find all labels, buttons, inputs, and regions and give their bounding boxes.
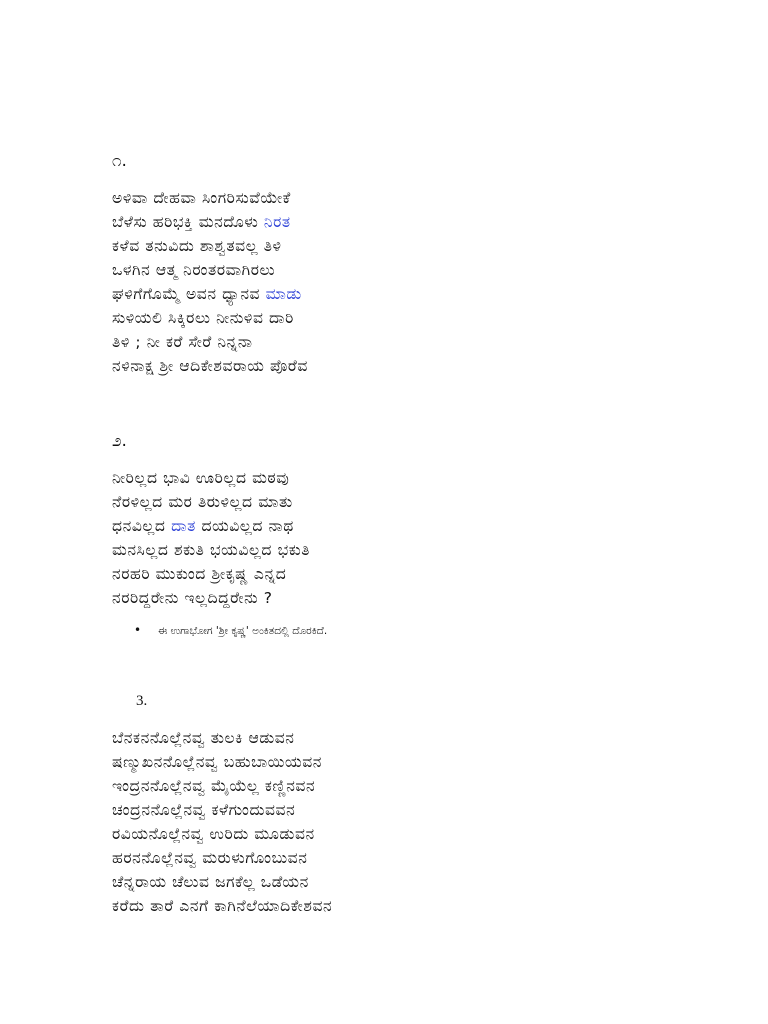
poem-lines <box>112 466 310 610</box>
poem-number: 3. <box>136 693 148 709</box>
line-text: ಘಳಿಗೆಗೊಮ್ಮೆ ಅವನ ಧ್ಯಾನವ <box>112 285 266 303</box>
poem-line <box>112 186 308 210</box>
line-text: ಷಣ್ಮುಖನನೊಲ್ಲೆನವ್ವ ಬಹುಬಾಯಿಯವನ <box>112 753 323 771</box>
line-text: ನರಹರಿ ಮುಕುಂದ ಶ್ರೀಕೃಷ್ಣ ಎನ್ನದ <box>112 565 287 583</box>
line-text: ಮನಸಿಲ್ಲದ ಶಕುತಿ ಭಯವಿಲ್ಲದ ಭಕುತಿ <box>112 541 311 559</box>
line-text: ಚಂದ್ರನನೊಲ್ಲೆನವ್ವ ಕಳೆಗುಂದುವವನ <box>112 801 296 819</box>
line-text: ಕರೆದು ತಾರೆ ಎನಗೆ ಕಾಗಿನೆಲೆಯಾದಿಕೇಶವನ <box>112 897 333 915</box>
poem-line <box>112 466 310 490</box>
line-text: ಹರನನೊಲ್ಲೆನವ್ವ ಮರುಳುಗೊಂಬುವನ <box>112 849 308 867</box>
poem-line <box>112 538 310 562</box>
poem-line <box>112 306 308 330</box>
line-text: ಬೆನಕನನೊಲ್ಲೆನವ್ವ ತುಲಕಿ ಆಡುವನ <box>112 729 295 747</box>
poem-line <box>112 586 310 610</box>
poem-line <box>112 846 332 870</box>
poem-line <box>112 822 332 846</box>
poem-number: ೧. <box>112 151 127 171</box>
poem-line <box>112 750 332 774</box>
line-text: ರವಿಯನೊಲ್ಲೆನವ್ವ ಉರಿದು ಮೂಡುವನ <box>112 825 315 843</box>
line-text: ನೀರಿಲ್ಲದ ಭಾವಿ ಊರಿಲ್ಲದ ಮಠವು <box>112 469 290 487</box>
line-text: ಚೆನ್ನರಾಯ ಚೆಲುವ ಜಗಕೆಲ್ಲ ಒಡೆಯನ <box>112 873 309 891</box>
poem-line <box>112 354 308 378</box>
line-text: ತಿಳಿ ; ನೀ ಕರೆ ಸೇರೆ ನಿನ್ನನಾ <box>112 333 253 351</box>
line-text: ಕಳೆವ ತನುವಿದು ಶಾಶ್ವತವಲ್ಲ ತಿಳಿ <box>112 237 282 255</box>
line-text: ದಯವಿಲ್ಲದ ನಾಥ <box>195 517 294 535</box>
line-text: ಸುಳಿಯಲಿ ಸಿಕ್ಕಿರಲು ನೀನುಳಿವ ದಾರಿ <box>112 309 294 327</box>
poem-lines <box>112 726 332 918</box>
line-text: ಒಳಗಿನ ಆತ್ಮ ನಿರಂತರವಾಗಿರಲು <box>112 261 276 279</box>
poem-line <box>112 894 332 918</box>
line-text: ನಳಿನಾಕ್ಷ ಶ್ರೀ ಆದಿಕೇಶವರಾಯ ಪೊರೆವ <box>112 357 308 375</box>
line-text: ಅಳಿವಾ ದೇಹವಾ ಸಿಂಗರಿಸುವೆಯೇಕೆ <box>112 189 291 207</box>
poem-lines <box>112 186 308 378</box>
poem-line <box>112 210 308 234</box>
poem-line <box>112 870 332 894</box>
poem-line <box>112 490 310 514</box>
poem-line <box>112 234 308 258</box>
footnote <box>134 622 327 639</box>
line-text: ಧನವಿಲ್ಲದ <box>112 517 172 535</box>
highlighted-word: ನಿರತ <box>263 213 291 231</box>
poem-line <box>112 774 332 798</box>
poem-line <box>112 282 308 306</box>
poem-number: ೨. <box>112 431 127 451</box>
poem-line <box>112 330 308 354</box>
line-text: ಇಂದ್ರನನೊಲ್ಲೆನವ್ವ ಮೈಯೆಲ್ಲ ಕಣ್ಣಿನವನ <box>112 777 316 795</box>
poem-1 <box>112 150 308 378</box>
poem-line <box>112 514 310 538</box>
poem-line <box>112 798 332 822</box>
line-text: ಬೆಳೆಸು ಹರಿಭಕ್ತಿ ಮನದೊಳು <box>112 213 264 231</box>
poem-line <box>112 726 332 750</box>
footnote-text: ಈ ಉಗಾಭೋಗ 'ಶ್ರೀ ಕೃಷ್ಣ' ಅಂಕಿತದಲ್ಲಿ ದೊರಕಿದೆ. <box>158 625 328 637</box>
highlighted-word: ದಾತ <box>171 517 196 535</box>
poem-line <box>112 562 310 586</box>
line-text: ನರರಿದ್ದರೇನು ಇಲ್ಲದಿದ್ದರೇನು ? <box>112 589 273 607</box>
line-text: ನೆರಳಿಲ್ಲದ ಮರ ತಿರುಳಿಲ್ಲದ ಮಾತು <box>112 493 293 511</box>
highlighted-word: ಮಾಡು <box>265 285 302 303</box>
poem-line <box>112 258 308 282</box>
poem-2 <box>112 430 310 610</box>
poem-3 <box>112 690 332 918</box>
bullet-icon: • <box>134 623 142 637</box>
